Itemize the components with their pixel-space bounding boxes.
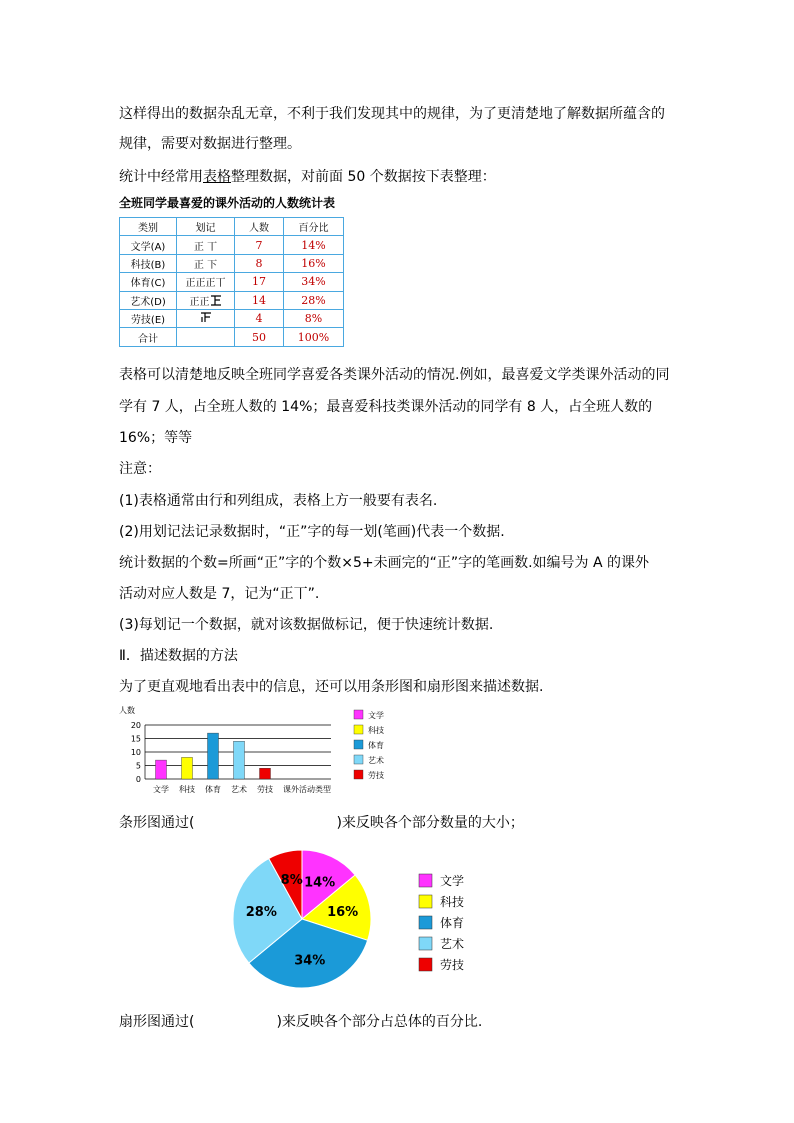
cell-tally [177,328,235,346]
pie-legend-swatch [419,958,432,971]
table-title: 全班同学最喜爱的课外活动的人数统计表 [119,196,336,210]
table-header-row [120,218,344,236]
cell-count: 17 [235,273,284,291]
bar-legend-label: 文学 [368,711,384,720]
bar-y-tick-label: 10 [130,748,141,757]
header-category: 类别 [120,218,177,236]
pie-legend-label: 体育 [440,916,465,930]
bar-x-axis-label: 课外活动类型 [283,785,331,794]
pie-slice-label: 28% [245,905,277,921]
table-link[interactable]: 表格 [203,169,231,185]
pie-legend-label: 科技 [440,895,465,909]
cell-percent: 28% [284,291,344,309]
pie-chart [228,845,478,995]
table-row [120,254,344,272]
bar-sentence [119,812,524,832]
bar-legend-label: 科技 [368,726,384,735]
pie-legend-label: 艺术 [440,937,465,951]
pie-legend-label: 文学 [440,874,465,888]
header-count: 人数 [235,218,284,236]
table-row [120,291,344,309]
paragraph-2-post: 整理数据，对前面 50 个数据按下表整理： [231,169,496,185]
pie-sentence [119,1011,482,1031]
cell-percent: 100% [284,328,344,346]
paragraph-2 [119,166,496,186]
bar-2 [182,757,193,779]
bar-1 [156,760,167,779]
paragraph-1-line-2: 规律，需要对数据进行整理。 [119,136,301,152]
cell-tally: 正 丅 [177,236,235,254]
table-row [120,236,344,254]
cell-category: 体育(C) [120,273,177,291]
paragraph-3-line-3: 16%；等等 [119,430,193,446]
statistics-table [119,217,344,347]
pie-legend-swatch [419,895,432,908]
bar-legend-swatch [354,770,363,779]
paragraph-4: 为了更直观地看出表中的信息，还可以用条形图和扇形图来描述数据. [119,679,544,695]
cell-count: 50 [235,328,284,346]
pie-legend-label: 劳技 [440,958,465,972]
bar-y-tick-label: 5 [135,761,141,771]
bar-legend-swatch [354,755,363,764]
cell-count: 14 [235,291,284,309]
bar-x-tick-label: 艺术 [231,785,247,794]
note-2b-line-2: 活动对应人数是 7，记为“正丅”. [119,586,320,602]
cell-count: 4 [235,309,284,327]
header-tally: 划记 [177,218,235,236]
bar-legend-swatch [354,725,363,734]
cell-count: 7 [235,236,284,254]
bar-x-tick-label: 体育 [205,785,221,794]
bar-sentence-post: )来反映各个部分数量的大小； [336,815,524,831]
cell-category: 科技(B) [120,254,177,272]
cell-category: 艺术(D) [120,291,177,309]
pie-sentence-pre: 扇形图通过( [119,1014,195,1030]
pie-sentence-post: )来反映各个部分占总体的百分比. [276,1014,483,1030]
table-row [120,309,344,327]
cell-percent: 34% [284,273,344,291]
table-row [120,273,344,291]
bar-legend-label: 体育 [368,741,384,750]
note-1: (1)表格通常由行和列组成，表格上方一般要有表名. [119,493,438,509]
tally-partial-icon [210,295,222,306]
cell-percent: 14% [284,236,344,254]
tally-partial-icon [200,312,212,323]
bar-legend-swatch [354,710,363,719]
pie-slice-label: 14% [304,875,336,891]
bar-x-tick-label: 劳技 [257,785,273,794]
note-title: 注意： [119,461,161,477]
paragraph-3-line-1: 表格可以清楚地反映全班同学喜爱各类课外活动的情况.例如，最喜爱文学类课外活动的同 [119,367,670,383]
paragraph-3-line-2: 学有 7 人，占全班人数的 14%；最喜爱科技类课外活动的同学有 8 人，占全班人数的 [119,399,653,415]
paragraph-1-line-1: 这样得出的数据杂乱无章，不利于我们发现其中的规律，为了更清楚地了解数据所蕴含的 [119,106,665,122]
bar-chart [117,703,407,795]
bar-x-tick-label: 文学 [153,785,169,794]
note-2b-line-1: 统计数据的个数=所画“正”字的个数×5+未画完的“正”字的笔画数.如编号为 A 的课外 [119,555,650,571]
tally-text: 正正 [189,296,210,308]
pie-slice-label: 16% [327,905,359,921]
pie-slice-label: 34% [294,953,326,969]
bar-sentence-pre: 条形图通过( [119,815,195,831]
cell-tally [177,291,235,309]
note-2: (2)用划记法记录数据时，“正”字的每一划(笔画)代表一个数据. [119,524,505,540]
note-3: (3)每划记一个数据，就对该数据做标记，便于快速统计数据. [119,617,494,633]
cell-category: 文学(A) [120,236,177,254]
cell-tally: 正正正丅 [177,273,235,291]
bar-y-tick-label: 15 [130,734,141,744]
pie-legend-swatch [419,937,432,950]
cell-category: 合计 [120,328,177,346]
cell-category: 劳技(E) [120,309,177,327]
cell-percent: 16% [284,254,344,272]
cell-count: 8 [235,254,284,272]
pie-legend-swatch [419,874,432,887]
bar-4 [234,741,245,779]
section-heading: Ⅱ．描述数据的方法 [119,648,238,664]
bar-legend-label: 劳技 [368,771,384,780]
bar-x-tick-label: 科技 [179,785,195,794]
bar-y-tick-label: 20 [130,721,141,730]
bar-3 [208,733,219,779]
header-percent: 百分比 [284,218,344,236]
bar-5 [260,768,271,779]
cell-tally: 正 下 [177,254,235,272]
pie-legend-swatch [419,916,432,929]
bar-y-tick-label: 0 [135,775,141,784]
cell-percent: 8% [284,309,344,327]
bar-legend-label: 艺术 [368,756,384,765]
cell-tally [177,309,235,327]
paragraph-2-pre: 统计中经常用 [119,169,203,185]
table-row-total [120,328,344,346]
pie-slice-label: 8% [280,872,303,888]
bar-legend-swatch [354,740,363,749]
bar-y-axis-label: 人数 [119,706,135,715]
